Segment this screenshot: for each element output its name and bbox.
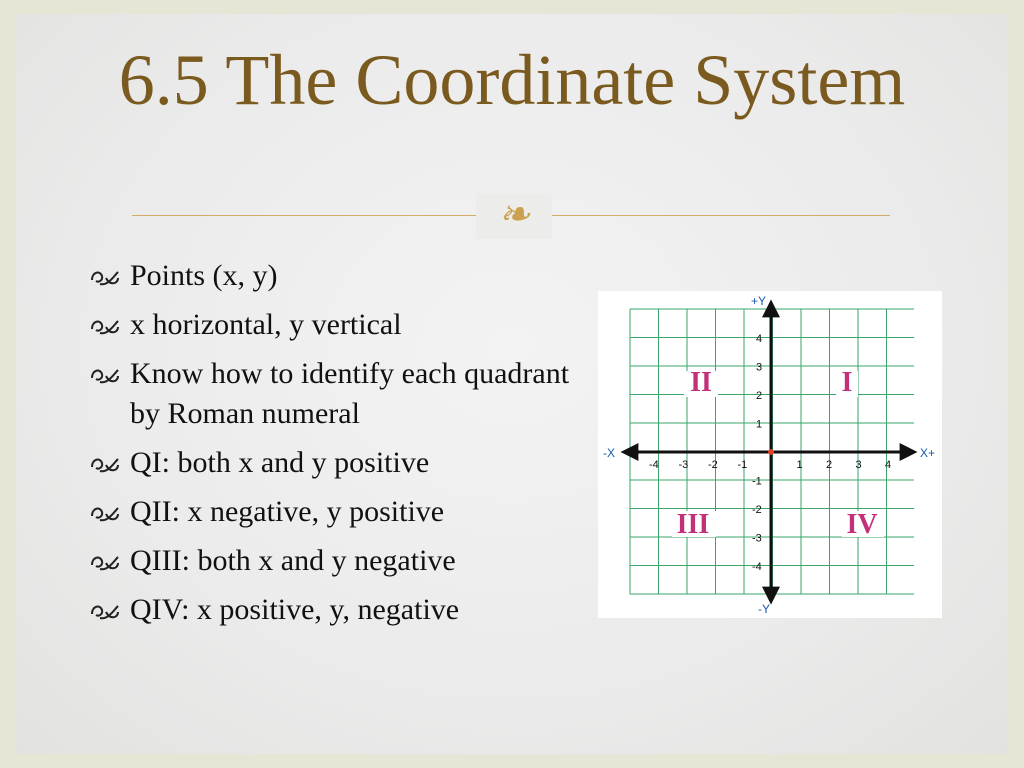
fleuron-icon [88,600,122,624]
y-tick-label: 2 [756,390,763,402]
x-axis-positive-label: X+ [920,446,936,460]
x-tick-label: -2 [708,459,718,471]
y-tick-label: -3 [752,532,762,545]
bullet-item [88,590,588,630]
coordinate-plane-figure [598,291,942,618]
y-tick-label: -1 [752,475,762,488]
bullet-text: Know how to identify each quadrant by Roman numeral [130,357,570,430]
y-tick-label: 4 [756,333,763,345]
quadrant-label-q1: I [841,367,853,398]
bullet-item [88,541,588,581]
x-tick-label: 2 [826,459,833,471]
bullet-item [88,305,588,345]
bullet-item [88,256,588,296]
fleuron-icon [88,364,122,388]
y-tick-label: -4 [752,561,762,573]
quadrant-label-q2: II [690,367,712,398]
y-tick-label: 1 [756,418,763,431]
quadrant-label-q3: III [676,509,710,540]
x-tick-label: -4 [649,459,659,471]
x-tick-label: -3 [678,459,689,471]
y-tick-label: -2 [752,504,762,516]
bullet-text: QI: both x and y positive [130,446,430,479]
x-tick-label: 4 [885,459,892,471]
quadrant-label-q4: IV [846,509,878,540]
coordinate-plane [598,291,942,618]
bullet-text: Points (x, y) [130,259,278,292]
x-tick-label: -1 [737,459,748,471]
bullet-item [88,443,588,483]
x-tick-label: 1 [796,459,803,471]
fleuron-icon [88,551,122,575]
bullet-text: QIII: both x and y negative [130,544,456,577]
origin-point [768,449,774,455]
fleuron-icon: ❧ [476,193,552,239]
fleuron-icon [88,266,122,290]
fleuron-icon [88,315,122,339]
bullet-item [88,354,588,434]
y-axis-negative-label: -Y [758,602,770,616]
y-tick-label: 3 [756,361,763,374]
bullet-text: QIV: x positive, y, negative [130,593,460,626]
y-axis-positive-label: +Y [751,294,767,308]
bullet-item [88,492,588,532]
fleuron-icon [88,453,122,477]
bullet-text: x horizontal, y vertical [130,308,402,341]
x-axis-negative-label: -X [603,446,615,460]
slide-title: 6.5 The Coordinate System [118,40,906,120]
bullet-list [88,256,588,639]
fleuron-icon [88,502,122,526]
x-tick-label: 3 [855,459,862,471]
bullet-text: QII: x negative, y positive [130,495,445,528]
